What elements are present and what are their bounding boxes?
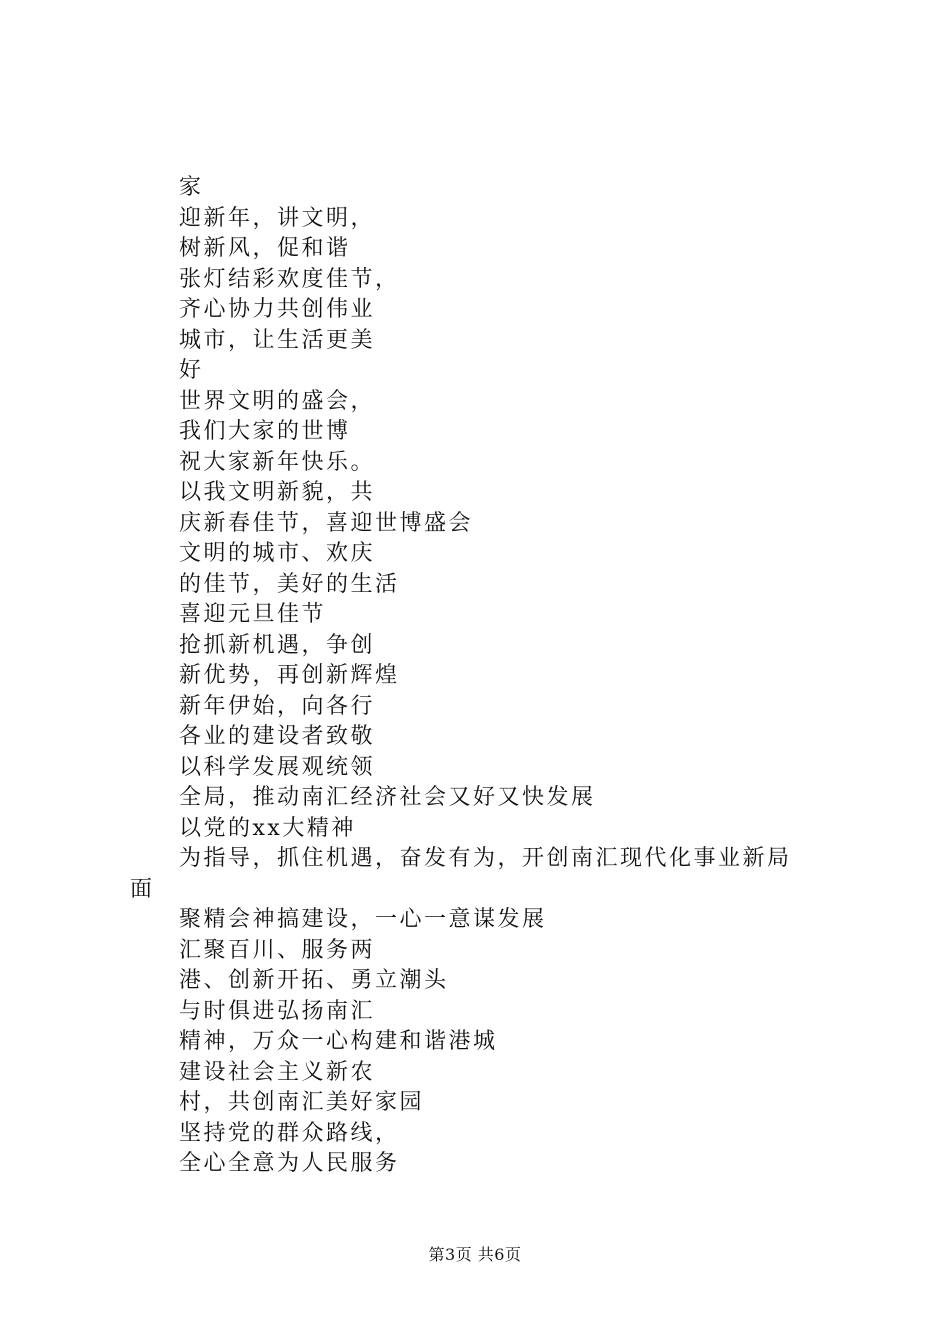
text-line: 各业的建设者致敬	[179, 724, 376, 749]
text-line: 与时俱进弘扬南汇	[179, 998, 376, 1024]
text-line: 新优势，再创新辉煌	[179, 663, 400, 688]
text-line: 面	[130, 876, 155, 902]
text-line: 以党的xx大精神	[179, 815, 356, 841]
text-line: 世界文明的盛会，	[179, 388, 376, 414]
text-line: 家	[179, 175, 204, 200]
text-line: 迎新年，讲文明，	[179, 205, 376, 231]
text-line: 祝大家新年快乐。	[179, 449, 376, 475]
text-line: 新年伊始，向各行	[179, 693, 376, 719]
text-line: 汇聚百川、服务两	[179, 937, 376, 963]
text-line: 港、创新开拓、勇立潮头	[179, 968, 449, 993]
text-line: 的佳节，美好的生活	[179, 571, 400, 597]
text-line: 为指导，抓住机遇，奋发有为，开创南汇现代化事业新局	[179, 846, 792, 871]
text-line: 全心全意为人民服务	[179, 1151, 400, 1176]
text-line: 城市，让生活更美	[179, 327, 376, 353]
page-footer: 第3页 共6页	[428, 1245, 522, 1264]
text-line: 抢抓新机遇，争创	[179, 632, 376, 658]
text-line: 张灯结彩欢度佳节，	[179, 266, 400, 292]
text-line: 以科学发展观统领	[179, 754, 376, 780]
text-line: 齐心协力共创伟业	[179, 297, 376, 322]
text-line: 村，共创南汇美好家园	[179, 1090, 425, 1115]
document-body	[130, 173, 850, 1180]
text-line: 聚精会神搞建设，一心一意谋发展	[179, 907, 547, 932]
text-line: 我们大家的世博	[179, 419, 351, 444]
text-line: 全局，推动南汇经济社会又好又快发展	[179, 785, 596, 810]
text-line: 喜迎元旦佳节	[179, 602, 327, 627]
text-line: 建设社会主义新农	[179, 1059, 376, 1085]
text-line: 树新风，促和谐	[179, 236, 351, 261]
text-line: 庆新春佳节，喜迎世博盛会	[179, 510, 474, 536]
text-line: 以我文明新貌，共	[179, 480, 376, 505]
text-line: 好	[179, 358, 204, 383]
text-line: 文明的城市、欢庆	[179, 541, 376, 566]
text-line: 精神，万众一心构建和谐港城	[179, 1029, 498, 1054]
text-line: 坚持党的群众路线，	[179, 1120, 400, 1146]
